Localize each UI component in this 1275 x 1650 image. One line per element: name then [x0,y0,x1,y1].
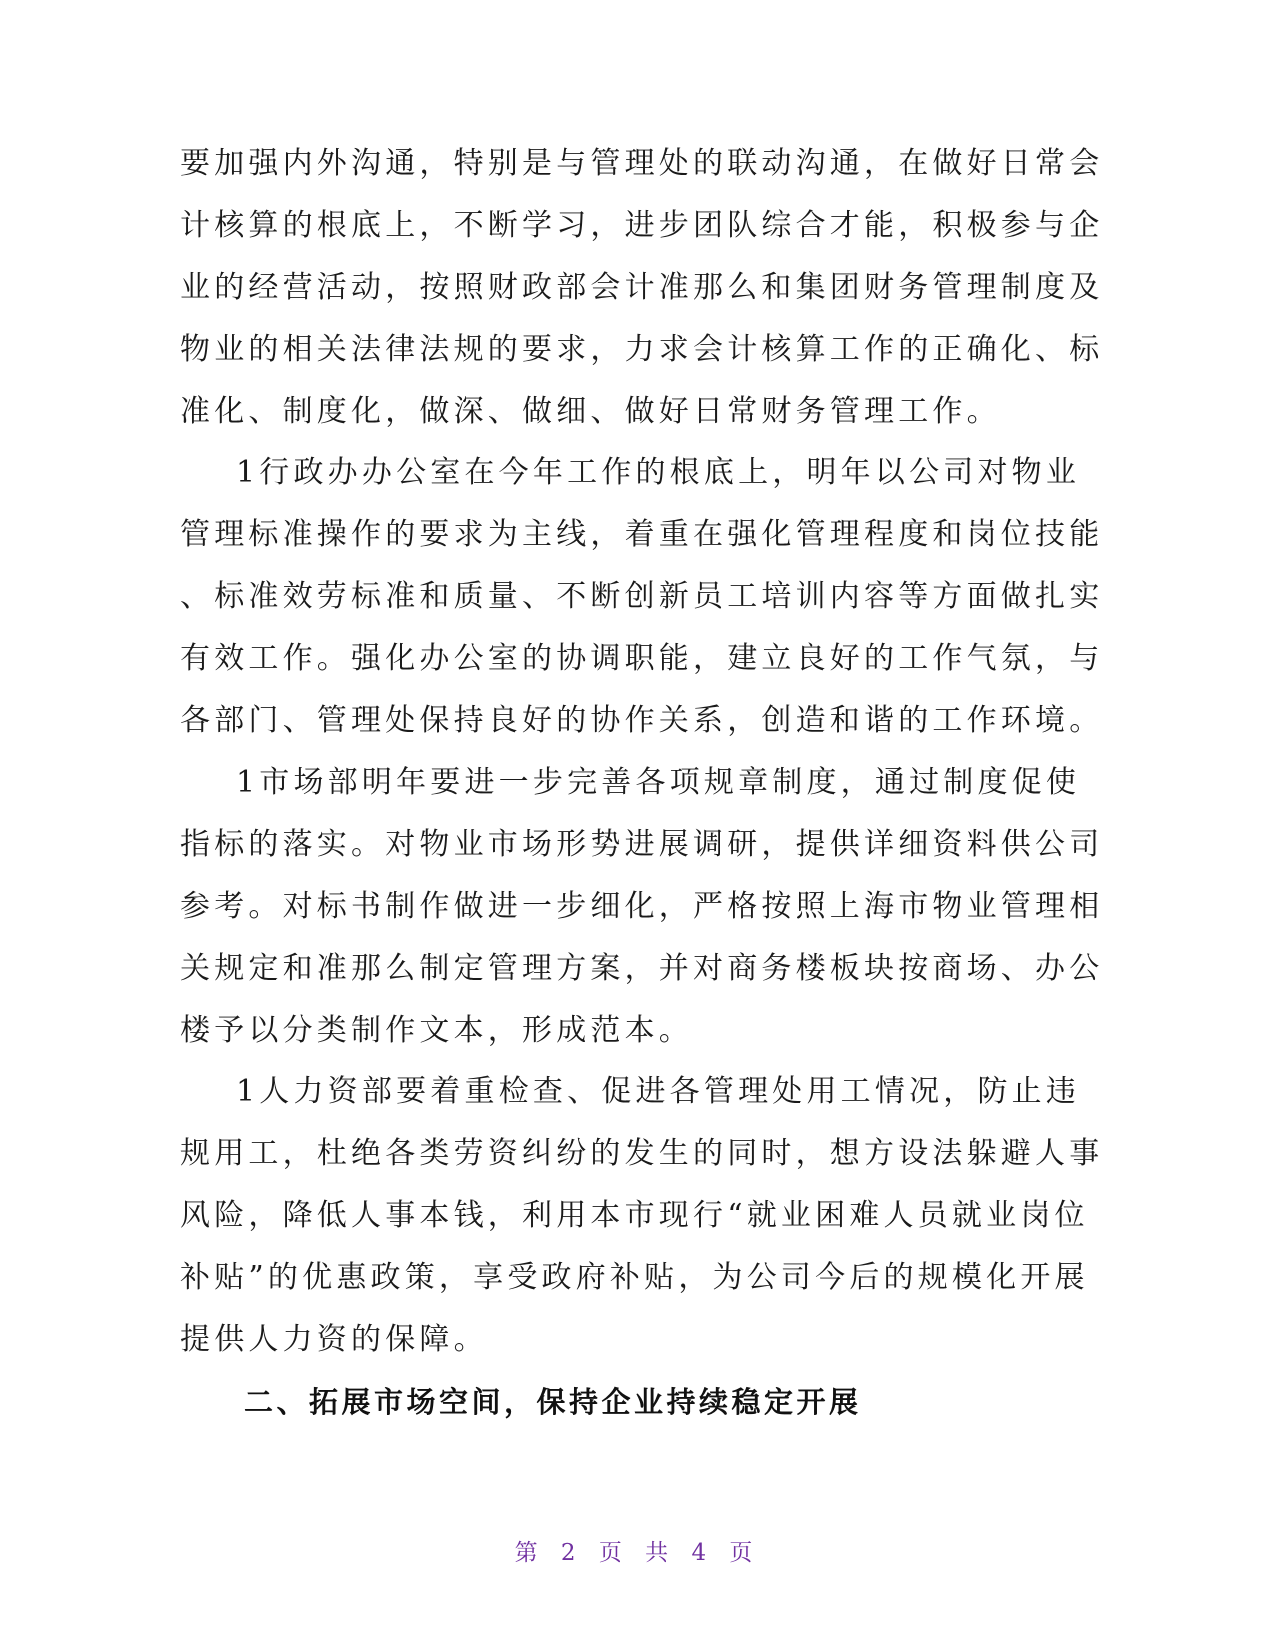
paragraph-line: 风险，降低人事本钱，利用本市现行“就业困难人员就业岗位 [180,1198,1089,1233]
paragraph-human-resources [180,1061,1103,1371]
paragraph-line: 有效工作。强化办公室的协调职能，建立良好的工作气氛，与 [180,641,1104,676]
paragraph-line: 业的经营活动，按照财政部会计准那么和集团财务管理制度及 [180,270,1104,305]
paragraph-line: 物业的相关法律法规的要求，力求会计核算工作的正确化、标 [180,332,1104,367]
paragraph-line: 关规定和准那么制定管理方案，并对商务楼板块按商场、办公 [180,951,1104,986]
paragraph-accounting [180,133,1103,443]
page-number-footer: 第 2 页 共 4 页 [514,1540,761,1566]
paragraph-line: 各部门、管理处保持良好的协作关系，创造和谐的工作环境。 [180,703,1104,738]
paragraph-line: 要加强内外沟通，特别是与管理处的联动沟通，在做好日常会 [180,146,1104,181]
paragraph-line: 参考。对标书制作做进一步细化，严格按照上海市物业管理相 [180,889,1104,924]
paragraph-line: 规用工，杜绝各类劳资纠纷的发生的同时，想方设法躲避人事 [180,1136,1104,1171]
paragraph-line: 指标的落实。对物业市场形势进展调研，提供详细资料供公司 [180,827,1104,862]
paragraph-line: 1行政办办公室在今年工作的根底上，明年以公司对物业 [236,455,1081,490]
paragraph-line: 准化、制度化，做深、做细、做好日常财务管理工作。 [180,394,1001,429]
paragraph-line: 管理标准操作的要求为主线，着重在强化管理程度和岗位技能 [180,517,1104,552]
paragraph-line: 计核算的根底上，不断学习，进步团队综合才能，积极参与企 [180,208,1104,243]
paragraph-line: 1市场部明年要进一步完善各项规章制度，通过制度促使 [236,765,1081,800]
paragraph-line: 提供人力资的保障。 [180,1322,488,1357]
paragraph-line: 1人力资部要着重检查、促进各管理处用工情况，防止违 [236,1074,1081,1109]
paragraph-line: 补贴”的优惠政策，享受政府补贴，为公司今后的规模化开展 [180,1260,1089,1295]
paragraph-line: 楼予以分类制作文本，形成范本。 [180,1013,693,1048]
paragraph-line: 、标准效劳标准和质量、不断创新员工培训内容等方面做扎实 [180,579,1104,614]
paragraph-marketing [180,752,1103,1062]
section-heading: 二、拓展市场空间，保持企业持续稳定开展 [244,1385,862,1419]
paragraph-admin-office [180,442,1103,752]
